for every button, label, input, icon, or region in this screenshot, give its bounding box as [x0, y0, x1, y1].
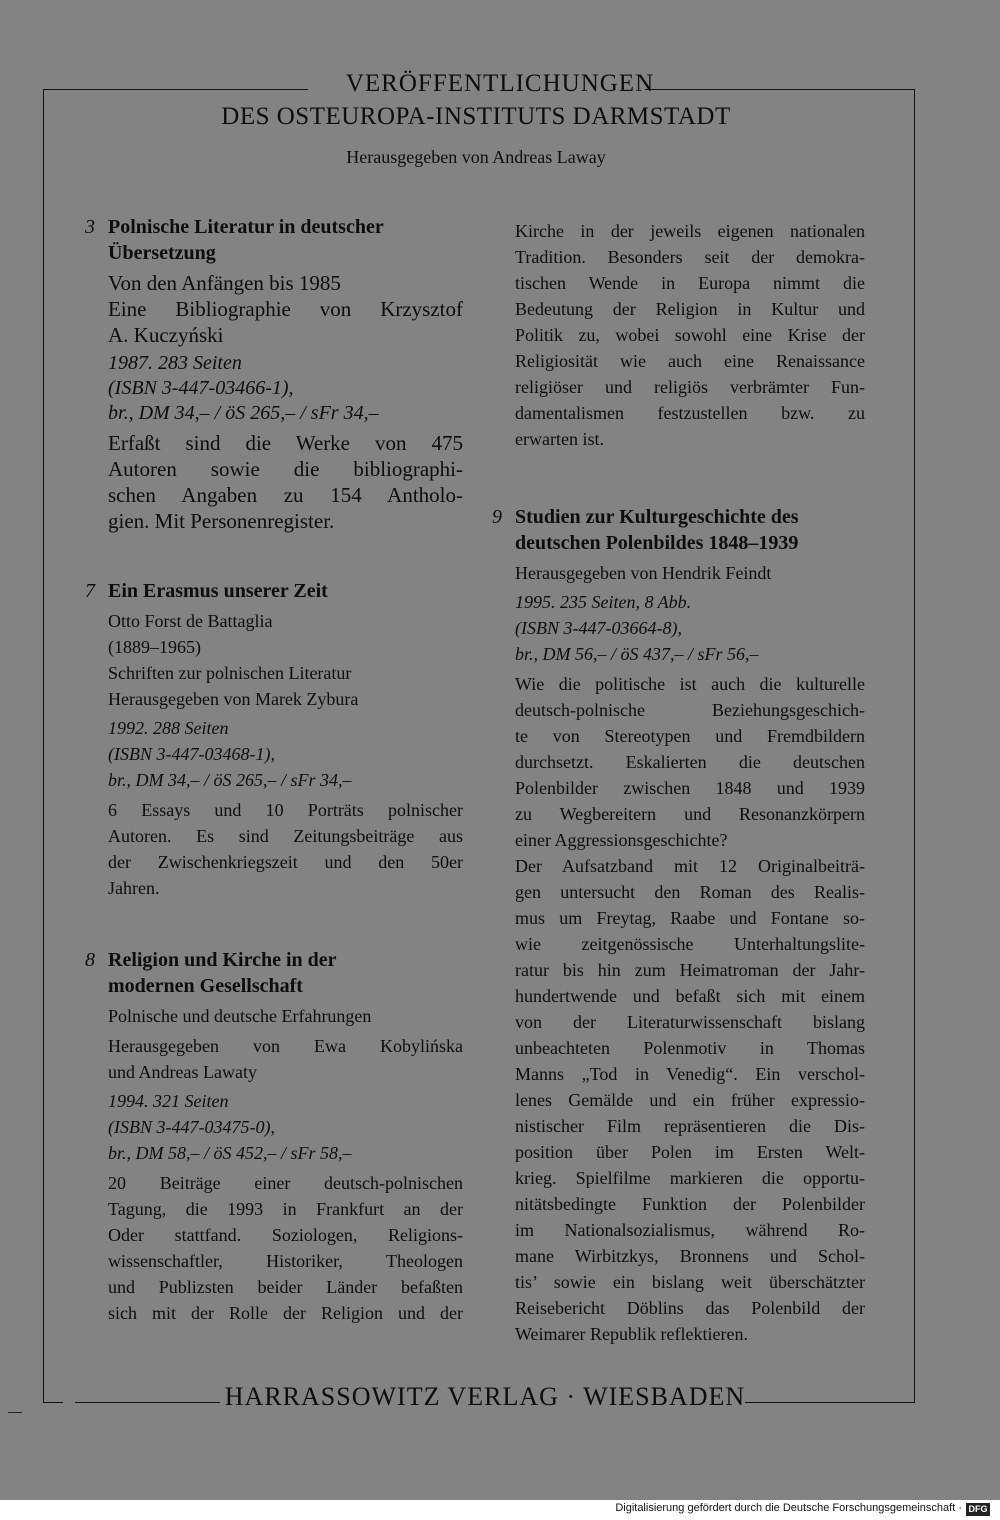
dfg-logo-icon: DFG: [966, 1503, 990, 1516]
digitization-credit-text: Digitalisierung gefördert durch die Deutsche Forschungsgemeinschaft ·: [615, 1502, 962, 1514]
entry-number: 7: [85, 580, 95, 602]
entry-subtitle: Polnische und deutsche Erfahrungen: [108, 1006, 372, 1026]
series-title-line2: DES OSTEUROPA-INSTITUTS DARMSTADT: [221, 103, 731, 130]
entry-8: [85, 947, 463, 1326]
entry-publication-info: 1994. 321 Seiten (ISBN 3-447-03475-0), br., DM 58,– / öS 452,– / sFr 58,–: [108, 1091, 352, 1163]
entry-number: 8: [85, 949, 95, 971]
entry-description: Wie die politische ist auch die kulturelle deutsch-polnische Beziehungsgeschich- te von Stereotypen und Fremdbildern durchsetzt. Eskalierten die deutschen Polenbilder zwischen 1848 und 1939 zu Wegbereitern und Resonanzkörpern einer Aggressionsgeschichte? Der Aufsatzband mit 12 Originalbeiträ- gen untersucht den Roman des Realis- mus um Freytag, Raabe und Fontane so- wie zeitgenössische Unterhaltungslite- ratur bis hin zum Heimatroman der Jahr- hundertwende und befaßt sich mit einem von der Literaturwissenschaft bislang unbeachteten Polenmotiv in Thomas Manns „Tod in Venedig“. Ein verschol- lenes Gemälde und ein früher expressio- nistischer Film repräsentieren die Dis- position über Polen im Ersten Welt- krieg. Spielfilme markieren die opportu- nitätsbedingte Funktion der Polenbilder im Nationalsozialismus, während Ro- mane Wirbitzkys, Bronnens und Schol- tis’ sowie ein bislang weit überschätzter Reisebericht Döblins das Polenbild der Weimarer Republik reflektieren.: [515, 674, 865, 1344]
entry-title: Ein Erasmus unserer Zeit: [108, 580, 328, 602]
entry-publication-info: 1992. 288 Seiten (ISBN 3-447-03468-1), br., DM 34,– / öS 265,– / sFr 34,–: [108, 718, 352, 790]
entry-7: [85, 578, 463, 901]
entry-9: [492, 504, 865, 1347]
entry-title: Studien zur Kulturgeschichte des deutschen Polenbildes 1848–1939: [515, 506, 799, 554]
entry-title: Religion und Kirche in der modernen Gesellschaft: [108, 949, 337, 997]
right-column: [492, 214, 865, 1347]
entry-8-continuation: [492, 218, 865, 452]
left-column: [85, 214, 463, 1326]
frame-left-border: [43, 90, 44, 1403]
entry-number: 3: [85, 216, 95, 238]
margin-dash: [8, 1412, 22, 1413]
entry-title: Polnische Literatur in deutscher Übersetzung: [108, 216, 384, 264]
publisher-footer: HARRASSOWITZ VERLAG · WIESBADEN: [224, 1382, 746, 1411]
entry-publication-info: 1987. 283 Seiten (ISBN 3-447-03466-1), br., DM 34,– / öS 265,– / sFr 34,–: [108, 352, 379, 424]
entry-description: 6 Essays und 10 Porträts polnischer Autoren. Es sind Zeitungsbeiträge aus der Zwischenkriegszeit und den 50er Jahren.: [108, 800, 463, 898]
entry-description-continued: Kirche in der jeweils eigenen nationalen Tradition. Besonders seit der demokra- tischen Wende in Europa nimmt die Bedeutung der Religion in Kultur und Politik zu, wobei sowohl eine Krise der Religiosität wie auch eine Renaissance religiöser und religiös verbrämter Fun- damentalismen festzustellen bzw. zu erwarten ist.: [515, 221, 865, 449]
entry-description: Erfaßt sind die Werke von 475 Autoren sowie die bibliographi- schen Angaben zu 154 Antholo- gien. Mit Personenregister.: [108, 431, 463, 533]
entry-subtitle: Otto Forst de Battaglia (1889–1965) Schriften zur polnischen Literatur Herausgegeben von Marek Zybura: [108, 611, 359, 709]
series-editor: Herausgegeben von Andreas Laway: [346, 147, 606, 167]
entry-number: 9: [492, 506, 502, 528]
entry-3: [85, 214, 463, 534]
frame-right-border: [914, 90, 915, 1403]
entry-subtitle: Von den Anfängen bis 1985 Eine Bibliographie von Krzysztof A. Kuczyński: [108, 271, 463, 347]
entry-description: 20 Beiträge einer deutsch-polnischen Tagung, die 1993 in Frankfurt an der Oder stattfand. Soziologen, Religions- wissenschaftler, Historiker, Theologen und Publizsten beider Länder befaßten sich mit der Rolle der Religion und der: [108, 1173, 463, 1323]
entry-editors: Herausgegeben von Ewa Kobylińska und Andreas Lawaty: [108, 1036, 463, 1082]
entry-publication-info: 1995. 235 Seiten, 8 Abb. (ISBN 3-447-03664-8), br., DM 56,– / öS 437,– / sFr 56,–: [515, 592, 759, 664]
series-title-line1: VERÖFFENTLICHUNGEN: [345, 70, 655, 97]
digitization-credit-bar: [0, 1500, 1000, 1520]
entry-subtitle: Herausgegeben von Hendrik Feindt: [515, 563, 772, 583]
